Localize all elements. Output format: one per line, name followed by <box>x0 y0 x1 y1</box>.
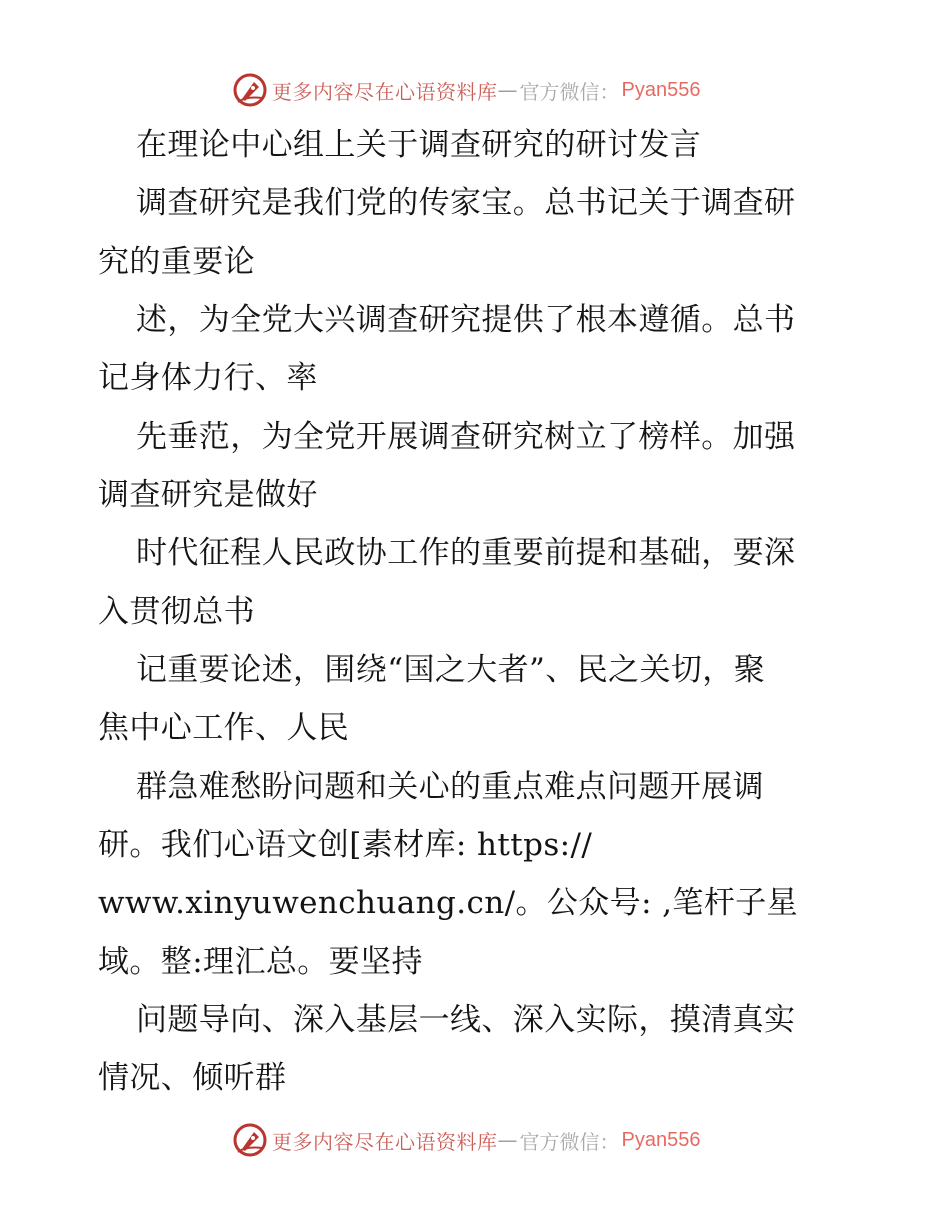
text-line: 调查研究是我们党的传家宝。总书记关于调查研 <box>136 185 796 221</box>
pen-nib-logo-icon <box>232 1122 268 1158</box>
text-line: 述，为全党大兴调查研究提供了根本遵循。总书 <box>136 302 796 338</box>
text-line: 研。我们心语文创[素材库: https:// <box>98 827 593 863</box>
text-line: 情况、倾听群 <box>98 1060 287 1096</box>
document-title: 在理论中心组上关于调查研究的研讨发言 <box>136 127 702 163</box>
text-line: 焦中心工作、人民 <box>98 710 350 746</box>
text-line: 时代征程人民政协工作的重要前提和基础，要深 <box>136 535 796 571</box>
promo-separator: — <box>497 1128 518 1152</box>
text-line: 记重要论述，围绕“国之大者”、民之关切，聚 <box>136 652 766 688</box>
text-line: 先垂范，为全党开展调查研究树立了榜样。加强 <box>136 419 796 455</box>
wechat-id: Pyan556 <box>621 78 701 101</box>
promo-text: 更多内容尽在心语资料库 <box>272 79 498 104</box>
pen-nib-logo-icon <box>232 72 268 108</box>
wechat-label: 官方微信： <box>519 79 620 104</box>
text-line: 记身体力行、率 <box>98 360 318 396</box>
text-line: 问题导向、深入基层一线、深入实际，摸清真实 <box>136 1002 796 1038</box>
header-banner <box>232 72 700 108</box>
footer-banner <box>232 1122 700 1158</box>
wechat-id: Pyan556 <box>621 1128 701 1151</box>
text-line: 群急难愁盼问题和关心的重点难点问题开展调 <box>136 769 764 805</box>
promo-text: 更多内容尽在心语资料库 <box>272 1129 498 1154</box>
promo-separator: — <box>497 78 518 102</box>
text-line: 域。整:理汇总。要坚持 <box>98 944 423 980</box>
text-line: 究的重要论 <box>98 244 255 280</box>
text-line: 入贯彻总书 <box>98 594 255 630</box>
text-line: www.xinyuwenchuang.cn/。公众号: ,笔杆子星 <box>98 885 799 921</box>
wechat-label: 官方微信： <box>519 1129 620 1154</box>
text-line: 调查研究是做好 <box>98 477 318 513</box>
